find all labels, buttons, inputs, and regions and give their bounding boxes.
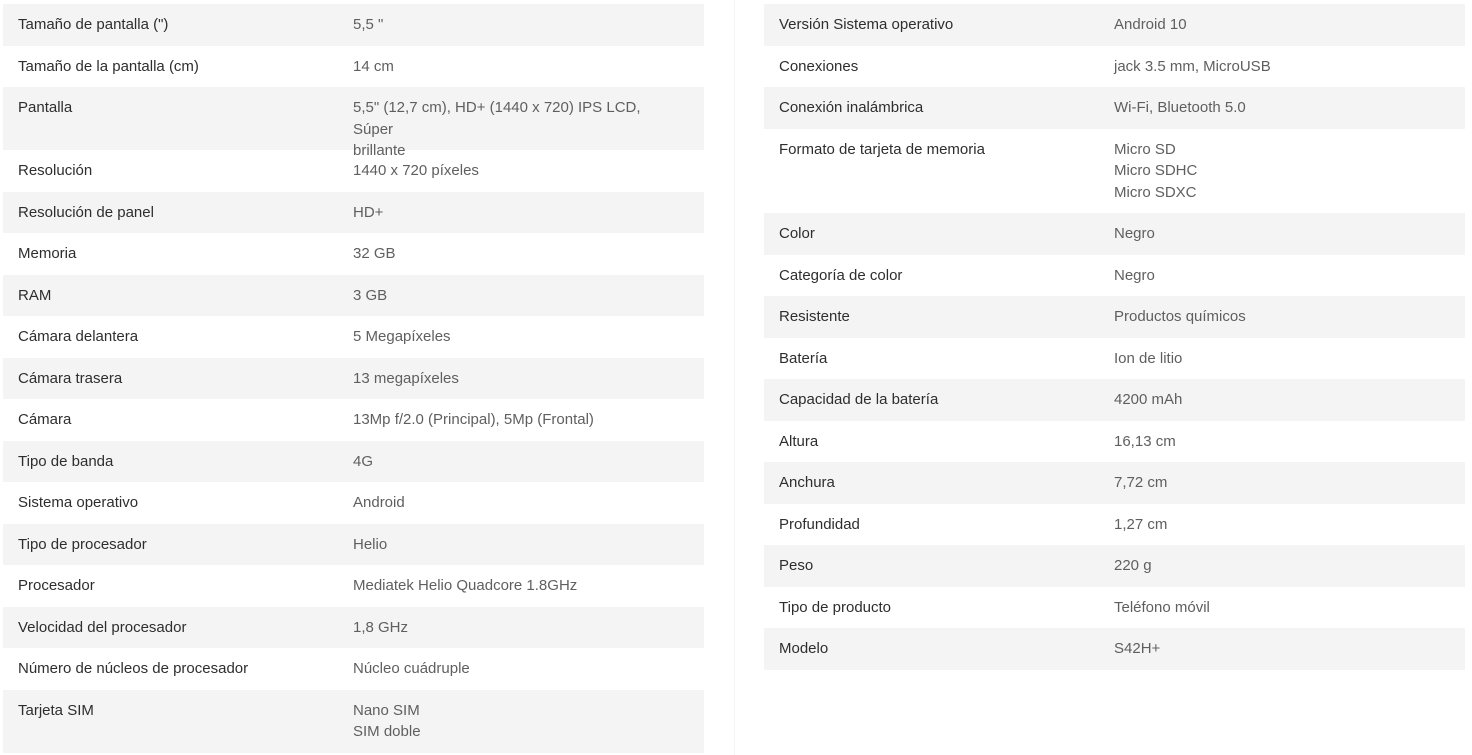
spec-value-line: Núcleo cuádruple — [353, 660, 470, 677]
spec-label: Memoria — [18, 245, 77, 262]
spec-label: Tipo de procesador — [18, 535, 147, 553]
spec-value-line: Productos químicos — [1114, 308, 1246, 325]
spec-value — [338, 275, 704, 307]
spec-value — [1099, 504, 1465, 536]
spec-label: Altura — [779, 432, 819, 450]
spec-row — [3, 690, 704, 753]
spec-row — [764, 379, 1465, 421]
spec-row — [764, 545, 1465, 587]
spec-value — [1099, 379, 1465, 411]
spec-label: Cámara — [18, 411, 72, 428]
spec-label: Tipo de banda — [18, 452, 114, 470]
spec-row — [764, 87, 1465, 129]
spec-row — [764, 4, 1465, 46]
spec-row — [764, 421, 1465, 463]
spec-label: Número de núcleos de procesador — [18, 660, 249, 677]
spec-value — [1099, 628, 1465, 660]
spec-value — [1099, 46, 1465, 78]
spec-row — [3, 358, 704, 400]
spec-label: Tamaño de pantalla (") — [18, 16, 169, 33]
spec-value — [338, 358, 704, 390]
spec-row — [3, 275, 704, 317]
spec-label: Sistema operativo — [18, 494, 139, 511]
spec-row — [3, 233, 704, 275]
spec-label: Anchura — [779, 474, 835, 491]
spec-value-line: Helio — [353, 535, 388, 553]
spec-value — [1099, 545, 1465, 577]
spec-value — [338, 482, 704, 514]
spec-value-line: 4200 mAh — [1114, 391, 1183, 408]
spec-row — [3, 399, 704, 441]
spec-value-line: Ion de litio — [1114, 349, 1183, 367]
spec-value-line: 7,72 cm — [1114, 474, 1168, 491]
spec-label: Cámara delantera — [18, 328, 139, 345]
spec-value-line: S42H+ — [1114, 640, 1161, 657]
spec-label: Categoría de color — [779, 266, 903, 284]
spec-value-line: 13 megapíxeles — [353, 369, 459, 387]
spec-label: Capacidad de la batería — [779, 391, 939, 408]
spec-value — [338, 607, 704, 639]
spec-value-line: Micro SD — [1114, 140, 1176, 158]
spec-label: Tipo de producto — [779, 598, 892, 616]
spec-row — [3, 46, 704, 88]
spec-value-line: Micro SDHC — [1114, 162, 1198, 179]
spec-row — [764, 504, 1465, 546]
spec-value-line: SIM doble — [353, 723, 421, 740]
spec-label: Versión Sistema operativo — [779, 16, 954, 33]
spec-label: Tarjeta SIM — [18, 701, 94, 719]
spec-value — [338, 316, 704, 348]
spec-value-line: 4G — [353, 452, 374, 470]
spec-row — [3, 192, 704, 234]
spec-value — [1099, 296, 1465, 328]
spec-value-line: Android — [353, 494, 405, 511]
spec-value — [338, 565, 704, 597]
spec-value-line: Negro — [1114, 225, 1155, 242]
spec-row — [3, 150, 704, 192]
spec-value — [1099, 4, 1465, 36]
spec-value-line: 1440 x 720 píxeles — [353, 162, 479, 179]
spec-row — [3, 441, 704, 483]
spec-table-left — [3, 4, 704, 753]
spec-label: Conexiones — [779, 57, 859, 75]
spec-value-line: 32 GB — [353, 245, 396, 262]
spec-row — [3, 482, 704, 524]
spec-value-line: HD+ — [353, 203, 384, 221]
spec-value — [338, 4, 704, 36]
spec-label: Formato de tarjeta de memoria — [779, 140, 985, 158]
spec-value — [338, 690, 704, 743]
spec-label: Resolución — [18, 162, 93, 179]
spec-value-line: Mediatek Helio Quadcore 1.8GHz — [353, 577, 578, 594]
spec-value-line: Nano SIM — [353, 701, 420, 719]
spec-value-line: 5 Megapíxeles — [353, 328, 451, 345]
spec-value-line: 13Mp f/2.0 (Principal), 5Mp (Frontal) — [353, 411, 594, 428]
spec-row — [764, 129, 1465, 214]
spec-value — [1099, 255, 1465, 287]
spec-row — [764, 462, 1465, 504]
spec-value-line: 1,27 cm — [1114, 515, 1168, 533]
spec-value — [1099, 587, 1465, 619]
spec-row — [3, 316, 704, 358]
spec-label: Resistente — [779, 308, 850, 325]
spec-row — [764, 213, 1465, 255]
spec-row — [3, 87, 704, 159]
spec-row — [3, 648, 704, 690]
spec-value-line: 3 GB — [353, 286, 388, 304]
spec-value — [1099, 213, 1465, 245]
spec-value — [338, 150, 704, 182]
spec-label: Color — [779, 225, 815, 242]
spec-row — [764, 628, 1465, 670]
spec-row — [764, 46, 1465, 88]
spec-table-right — [764, 4, 1465, 670]
spec-value-line: Micro SDXC — [1114, 183, 1197, 201]
spec-label: Tamaño de la pantalla (cm) — [18, 57, 199, 75]
spec-value-line: Android 10 — [1114, 16, 1187, 33]
spec-label: Cámara trasera — [18, 369, 123, 387]
spec-value-line: 14 cm — [353, 57, 394, 75]
spec-value-line: Teléfono móvil — [1114, 598, 1210, 616]
spec-row — [764, 587, 1465, 629]
spec-value — [1099, 87, 1465, 119]
spec-label: Velocidad del procesador — [18, 618, 187, 636]
spec-value — [338, 648, 704, 680]
spec-value-line: jack 3.5 mm, MicroUSB — [1114, 57, 1271, 75]
spec-value-line: brillante — [353, 142, 406, 159]
spec-row — [3, 4, 704, 46]
spec-label: Pantalla — [18, 99, 73, 116]
spec-value-line: 1,8 GHz — [353, 618, 409, 636]
spec-value — [1099, 462, 1465, 494]
spec-row — [3, 565, 704, 607]
spec-label: Modelo — [779, 640, 829, 657]
spec-label: Procesador — [18, 577, 95, 594]
spec-row — [764, 338, 1465, 380]
spec-value-line: 5,5 " — [353, 16, 384, 33]
spec-value-line: 5,5" (12,7 cm), HD+ (1440 x 720) IPS LCD, Súper — [353, 99, 641, 138]
spec-label: Peso — [779, 557, 814, 574]
spec-label: RAM — [18, 286, 52, 304]
spec-value — [338, 46, 704, 78]
spec-value — [338, 441, 704, 473]
spec-value-line: 220 g — [1114, 557, 1152, 574]
spec-value — [1099, 421, 1465, 453]
spec-value-line: Wi-Fi, Bluetooth 5.0 — [1114, 99, 1246, 116]
spec-value — [338, 524, 704, 556]
spec-label: Batería — [779, 349, 828, 367]
spec-label: Resolución de panel — [18, 203, 154, 221]
spec-value — [338, 233, 704, 265]
spec-row — [764, 255, 1465, 297]
spec-row — [3, 524, 704, 566]
spec-label: Conexión inalámbrica — [779, 99, 924, 116]
spec-value — [338, 399, 704, 431]
spec-value — [1099, 129, 1465, 204]
spec-label: Profundidad — [779, 515, 860, 533]
spec-value — [1099, 338, 1465, 370]
spec-row — [764, 296, 1465, 338]
spec-value — [338, 192, 704, 224]
spec-value-line: Negro — [1114, 266, 1155, 284]
spec-value-line: 16,13 cm — [1114, 432, 1176, 450]
spec-row — [3, 607, 704, 649]
column-divider — [734, 0, 735, 755]
